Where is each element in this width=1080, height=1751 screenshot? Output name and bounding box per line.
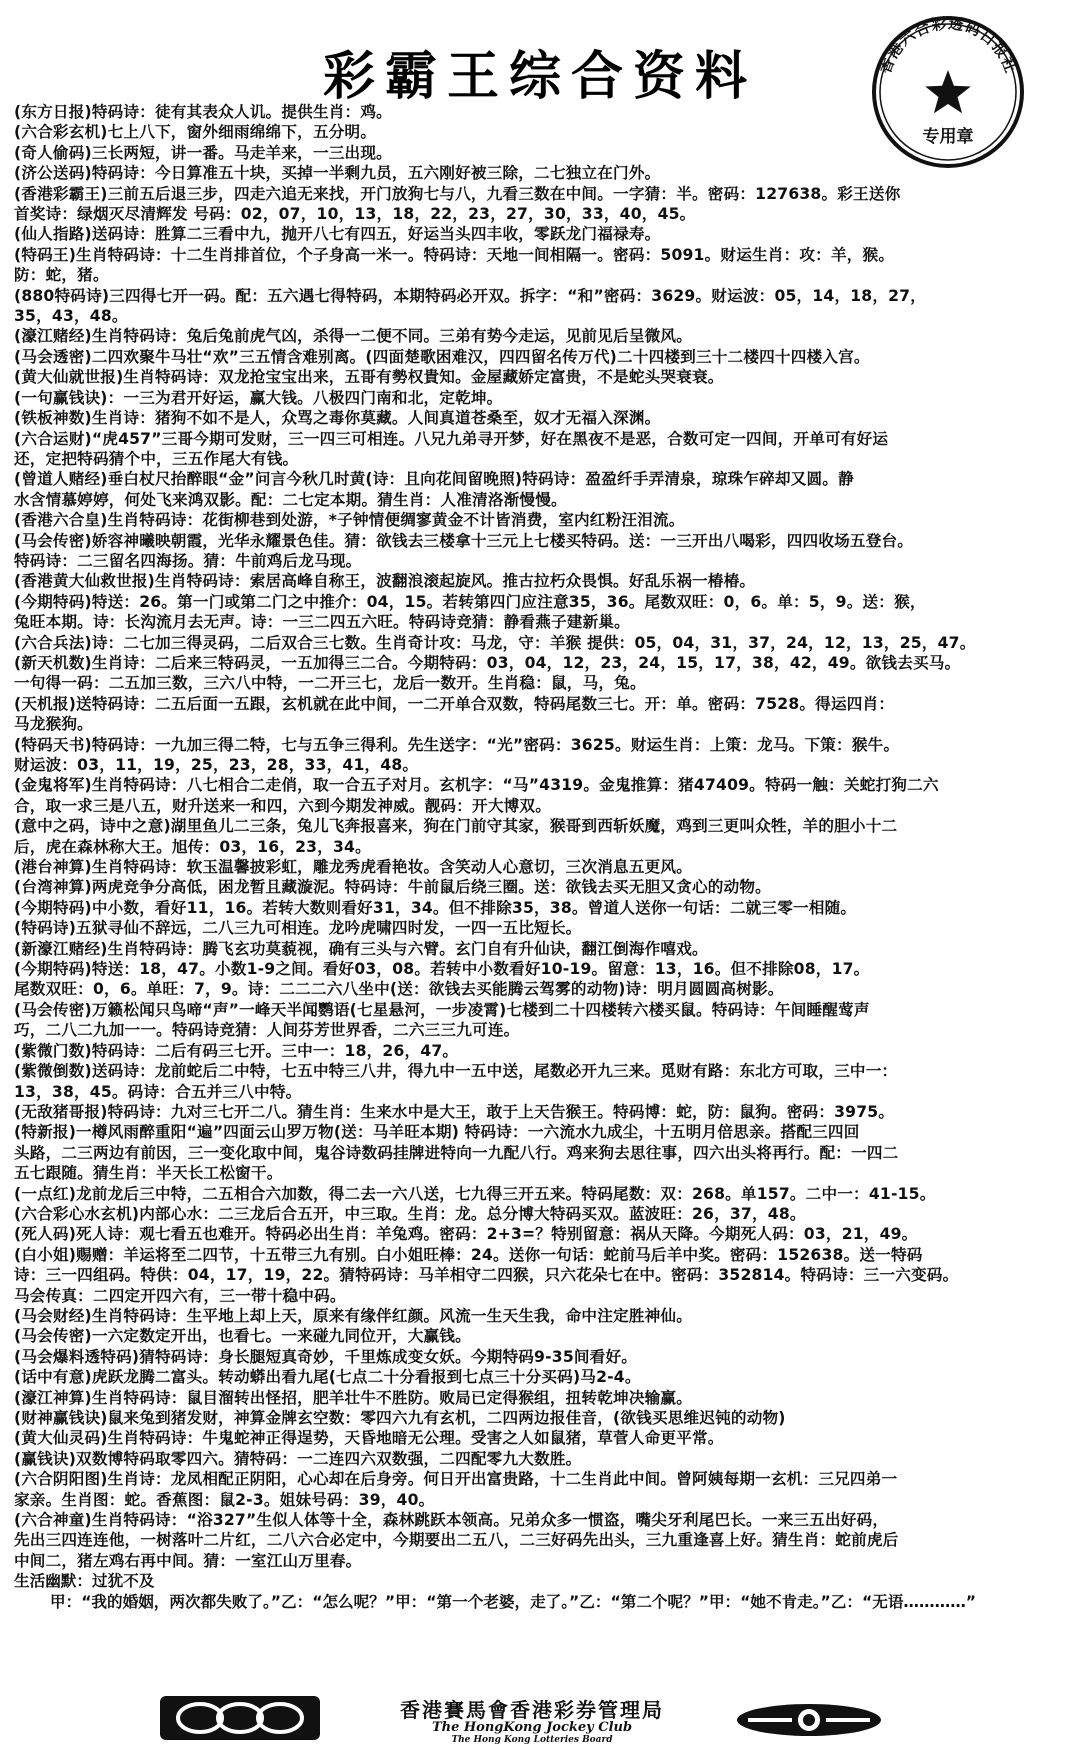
article-line: (六合彩心水玄机)内部心水：二三龙后合五开，中三取。生肖：龙。总分博大特码买双。蓝波旺：26，37，48。 xyxy=(14,1204,806,1223)
article-line: (濠江神算)生肖特码诗：鼠目溜转出怪招，肥羊壮牛不胜防。败局已定得猴组，扭转乾坤决输赢。 xyxy=(14,1388,692,1407)
article-line: 合，取一求三是八五，财升送来一和四，六到今期发神威。靓码：开大博双。 xyxy=(14,796,551,815)
article-line: (港台神算)生肖特码诗：软玉温馨披彩虹，雕龙秀虎看艳妆。含笑动人心意切，三次消息五更风。 xyxy=(14,858,692,877)
article-line: (六合兵法)诗：二七加三得灵码，二后双合三七数。生肖奇计攻：马龙，守：羊猴 提供：05，04，31，37，24，12，13，25，47。 xyxy=(14,633,976,652)
article-line: (新天机数)生肖诗：二后来三特码灵，一五加得三二合。今期特码：03，04，12，23，24，15，17，38，42，49。欲钱去买马。 xyxy=(14,653,961,672)
article-line: (黄大仙就世报)生肖特码诗：双龙抢宝宝出来，五哥有勢权貴知。金屋藏娇定富贵，不是蛇头哭衰衰。 xyxy=(14,368,724,387)
article-line: (马会爆料透特码)猜特码诗：身长腿短真奇妙，千里炼成变女妖。今期特码9-35间看好。 xyxy=(14,1347,638,1366)
article-line: (今期特码)中小数，看好11，16。若转大数则看好31，34。但不排除35，38。曾道人送你一句话：二就三零一相随。 xyxy=(14,898,857,917)
seal-ring-text: 香港六合彩透码日报社 xyxy=(876,14,1020,77)
article-line: (香港彩霸王)三前五后退三步，四走六追无来找，开门放狗七与八，九看三数在中间。一字猜：半。密码：127638。彩王送你 xyxy=(14,184,901,203)
article-line: (濠江赌经)生肖特码诗：兔后兔前虎气凶，杀得一二便不同。三弟有势今走运，见前见后呈微风。 xyxy=(14,327,692,346)
article-body xyxy=(14,102,1066,1612)
lotteries-emblem-icon xyxy=(734,1702,884,1738)
footer-org-en-sub: The Hong Kong Lotteries Board xyxy=(451,1735,613,1745)
article-line: (六合彩玄机)七上八下，窗外细雨绵绵下，五分明。 xyxy=(14,123,377,142)
article-line: (六合运财)“虎457”三哥今期可发财，三一四三可相连。八兄九弟寻开梦，好在黑夜不是恶，合数可定一四间，开单可有好运 xyxy=(14,429,889,448)
article-line: (白小姐)赐赠：羊运将至二四节，十五带三九有别。白小姐旺棒：24。送你一句话：蛇前马后羊中奖。密码：152638。送一特码 xyxy=(14,1245,923,1264)
article-lines xyxy=(14,102,1066,1571)
seal-center-label: 专用章 xyxy=(922,127,974,147)
article-line: (六合神童)生肖特码诗：“浴327”生似人体等十全，森林跳跃本领高。兄弟众多一惯盗，嘴尖牙利尾巴长。一来三五出好码， xyxy=(14,1511,889,1530)
article-line: (特码天书)特码诗：一九加三得二特，七与五争三得利。先生送字：“光”密码：3625。财运生肖：上策：龙马。下策：猴牛。 xyxy=(14,735,900,754)
article-line: (六合阴阳图)生肖诗：龙凤相配正阴阳，心心却在后身旁。何日开出富贵路，十二生肖此中间。曾阿姨每期一玄机：三兄四弟一 xyxy=(14,1470,898,1489)
article-line: (880特码诗)三四得七开一码。配：五六遇七得特码，本期特码必开双。拆字：“和”密码：3629。财运波：05，14，18，27， xyxy=(14,286,927,305)
article-line: (铁板神数)生肖诗：猪狗不如不是人，众骂之毒你莫藏。人间真道苍桑至，奴才无福入深渊。 xyxy=(14,409,661,428)
article-line: (香港六合皇)生肖特码诗：花街柳巷到处游，*子钟情便绸寥黄金不计皆消费，室内红粉汪泪流。 xyxy=(14,511,685,530)
article-line: (东方日报)特码诗：徒有其表众人讥。提供生肖：鸡。 xyxy=(14,103,392,121)
humor-body: 甲：“我的婚姻，两次都失败了。”乙：“怎么呢？”甲：“第一个老婆，走了。”乙：“第二个呢？”甲：“她不肯走。”乙：“无语…………” xyxy=(50,1592,977,1611)
article-line: (马会传密)一六定数定开出，也看七。一来碰九同位开，大赢钱。 xyxy=(14,1327,471,1346)
article-line: (死人码)死人诗：观七看五也难开。特码必出生肖：羊兔鸡。密码：2+3=？特别留意：祸从天降。今期死人码：03，21，49。 xyxy=(14,1225,918,1244)
footer-bar xyxy=(0,1684,1080,1745)
article-line: (财神赢钱诀)鼠来兔到猪发财，神算金牌玄空数：零四六九有玄机，二四两边报佳音，(欲钱买思维迟钝的动物) xyxy=(14,1409,786,1427)
footer-org-en: The HongKong Jockey Club xyxy=(431,1720,633,1735)
article-line: 后，虎在森林称大王。旭传：03，16，23，34。 xyxy=(14,837,371,856)
article-line: (今期特码)特送：18，47。小数1-9之间。看好03，08。若转中小数看好10-19。留意：13，16。但不排除08，17。 xyxy=(14,960,870,979)
article-line: (仙人指路)送码诗：胜算二三看中九，抛开八七有四五，好运当头四丰收，零跃龙门福禄寿。 xyxy=(14,225,661,244)
article-line: 35，43，48。 xyxy=(14,307,128,326)
article-line: 先出三四连连他，一树落叶二片红，二八六合必定中，今期要出二五八，二三好码先出头，三九重逢喜上好。猜生肖：蛇前虎后 xyxy=(14,1531,899,1550)
article-line: (马会透密)二四欢聚牛马壮“欢”三五情含难别离。(四面楚歌困难汉，四四留名传万代)二十四楼到三十二楼四十四楼入宫。 xyxy=(14,347,870,366)
article-line: (马会传密)娇容神曦映朝霞，光华永耀景色佳。猜：欲钱去三楼拿十三元上七楼买特码。送：一三开出八喝彩，四四收场五登台。 xyxy=(14,531,914,550)
article-line: (香港黄大仙救世报)生肖特码诗：索居高峰自称王，波翻浪滚起旋风。推古拉朽众畏惧。好乱乐祸一椿椿。 xyxy=(14,572,756,591)
article-line: 家亲。生肖图：蛇。香蕉图：鼠2-3。姐妹号码：39，40。 xyxy=(14,1490,435,1509)
article-line: 特码诗：二三留名四海扬。猜：牛前鸡后龙马现。 xyxy=(14,551,362,570)
article-line: 马会传真：二四定开四六有，三一带十稳中码。 xyxy=(14,1286,346,1305)
article-line: 兔旺本期。诗：长沟流月去无声。诗：一三二四五六旺。特码诗竞猜：静看燕子建新巢。 xyxy=(14,613,630,632)
article-line: (特新报)一樽风雨醉重阳“遍”四面云山罗万物(送：马羊旺本期) 特码诗：一六流水九成尘，十五明月倍思亲。搭配三四回 xyxy=(14,1123,860,1142)
article-line: (今期特码)特送：26。第一门或第二门之中推介：04，15。若转第四门应注意35，36。尾数双旺：0，6。单：5，9。送：猴， xyxy=(14,592,926,611)
article-line: 还，定把特码猜个中，三五作尾大有钱。 xyxy=(14,449,299,468)
article-line: (金鬼将军)生肖特码诗：八七相合二走俏，取一合五子对月。玄机字：“马”4319。金鬼推算：猪47409。特码一触：关蛇打狗二六 xyxy=(14,776,939,795)
article-line: 水含情慕婷婷，何处飞来鸿双影。配：二七定本期。猜生肖：人准清洛渐慢慢。 xyxy=(14,490,567,509)
hkjc-emblem-icon xyxy=(160,1696,320,1740)
humor-title: 生活幽默：过犹不及 xyxy=(14,1572,155,1591)
article-line: (紫微倒数)送码诗：龙前蛇后二中特，七五中特三八井，得九中一五中送，尾数必开九三来。觅财有路：东北方可取，三中一： xyxy=(14,1062,898,1081)
article-line: (奇人偷码)三长两短，讲一番。马走羊来，一三出现。 xyxy=(14,143,392,162)
article-line: 首奖诗：绿烟灭尽清辉发 号码：02，07，10，13，18，22，23，27，30，33，40，45。 xyxy=(14,205,696,224)
article-line: (无敌猪哥报)特码诗：九对三七开二八。猜生肖：生来水中是大王，敢于上天告猴王。特码博：蛇，防：鼠狗。密码：3975。 xyxy=(14,1102,895,1121)
article-line: 巧，二八二九加一一。特码诗竞猜：人间芬芳世界香，二六三三九可连。 xyxy=(14,1021,520,1040)
article-line: (赢钱诀)双数博特码取零四六。猜特码：一二连四六双数强，二四配零九大数胜。 xyxy=(14,1449,582,1468)
article-line: (曾道人赌经)垂白杖尺抬醉眼“金”问言今秋几时黄(诗：且向花间留晚照)特码诗：盈盈纤手弄清泉，琼珠乍碎却又圆。静 xyxy=(14,470,854,489)
article-line: 尾数双旺：0，6。单旺：7，9。诗：二二二六八坐中(送：欲钱去买能腾云驾雾的动物)诗：明月圆圆高树影。 xyxy=(14,980,784,999)
article-line: (紫微门数)特码诗：二后有码三七开。三中一：18，26，47。 xyxy=(14,1041,459,1060)
article-line: (黄大仙灵码)生肖特码诗：牛鬼蛇神正得逞势，天昏地暗无公理。受害之人如鼠猪，草菅人命更平常。 xyxy=(14,1429,724,1448)
article-line: (济公送码)特码诗：今日算准五十块，买掉一半剩九员，五六刚好被三除，二七独立在门外。 xyxy=(14,164,661,183)
article-line: 诗：三一四组码。特供：04，17，19，22。猜特码诗：马羊相守二四猴，只六花朵七在中。密码：352814。特码诗：三一六变码。 xyxy=(14,1266,959,1285)
article-line: (特码诗)五狱寻仙不辞远，二八三九可相连。龙吟虎啸四时发，一四一五比短长。 xyxy=(14,919,582,938)
article-line: 一句得一码：二五加三数，三六八中特，一二开三七，龙后一数开。生肖稳：鼠，马，兔。 xyxy=(14,674,646,693)
footer-org-cn: 香港賽馬會香港彩券管理局 xyxy=(400,1698,664,1722)
article-line: 防：蛇，猪。 xyxy=(14,266,109,285)
article-line: 头路，二三两边有前因，三一变化取中间，鬼谷诗数码挂牌进特向一九配八行。鸡来狗去思往事，四六出头将再行。配：一四二 xyxy=(14,1143,899,1162)
article-line: (天机报)送特码诗：二五后面一五跟，玄机就在此中间，一二开单合双数，特码尾数三七。开：单。密码：7528。得运四肖： xyxy=(14,694,895,713)
humor-section xyxy=(14,1571,1066,1612)
article-line: (一点红)龙前龙后三中特，二五相合六加数，得二去一六八送，七九得三开五来。特码尾数：双：268。单157。二中一：41-15。 xyxy=(14,1184,936,1203)
article-line: (马会财经)生肖特码诗：生平地上却上天，原来有缘伴红颜。风流一生天生我，命中注定胜神仙。 xyxy=(14,1306,692,1325)
article-line: (马会传密)万籁松闻只鸟啼“声”一峰天半闻鹦语(七星悬河，一步凌霄)七楼到二十四楼转六楼买鼠。特码诗：午间睡醒莺声 xyxy=(14,1000,870,1019)
article-line: 财运波：03，11，19，25，23，28，33，41，48。 xyxy=(14,756,419,774)
article-line: (新濠江赌经)生肖特码诗：腾飞玄功莫藐视，确有三头与六臂。玄门自有升仙诀，翻江倒海作嘻戏。 xyxy=(14,939,708,958)
article-line: 马龙猴狗。 xyxy=(14,715,93,734)
article-line: 五七跟随。猜生肖：半天长工松窗干。 xyxy=(14,1164,283,1183)
article-line: 中间二，猪左鸡右再中间。猜：一室江山万里春。 xyxy=(14,1551,362,1570)
page-title: 彩霸王综合资料 xyxy=(322,46,757,107)
article-line: (特码王)生肖特码诗：十二生肖排首位，个子身高一米一。特码诗：天地一间相隔一。密码：5091。财运生肖：攻：羊，猴。 xyxy=(14,245,895,264)
article-line: (话中有意)虎跃龙腾二富头。转动蟒出看九尾(七点二十分看报到七点三十分买码)马2-4。 xyxy=(14,1368,641,1387)
article-line: (意中之码，诗中之意)湖里鱼儿二三条，兔儿飞奔报喜来，狗在门前守其家，猴哥到西斩妖魔，鸡到三更叫众牲，羊的胆小十二 xyxy=(14,817,898,836)
article-line: 13，38，45。码诗：合五并三八中特。 xyxy=(14,1082,302,1101)
article-line: (台湾神算)两虎竞争分高低，困龙暂且藏漩泥。特码诗：牛前鼠后绕三圈。送：欲钱去买无胆又贪心的动物。 xyxy=(14,878,771,897)
article-line: (一句赢钱诀)：一三为君开好运，赢大钱。八极四门南和北，定乾坤。 xyxy=(14,388,503,407)
